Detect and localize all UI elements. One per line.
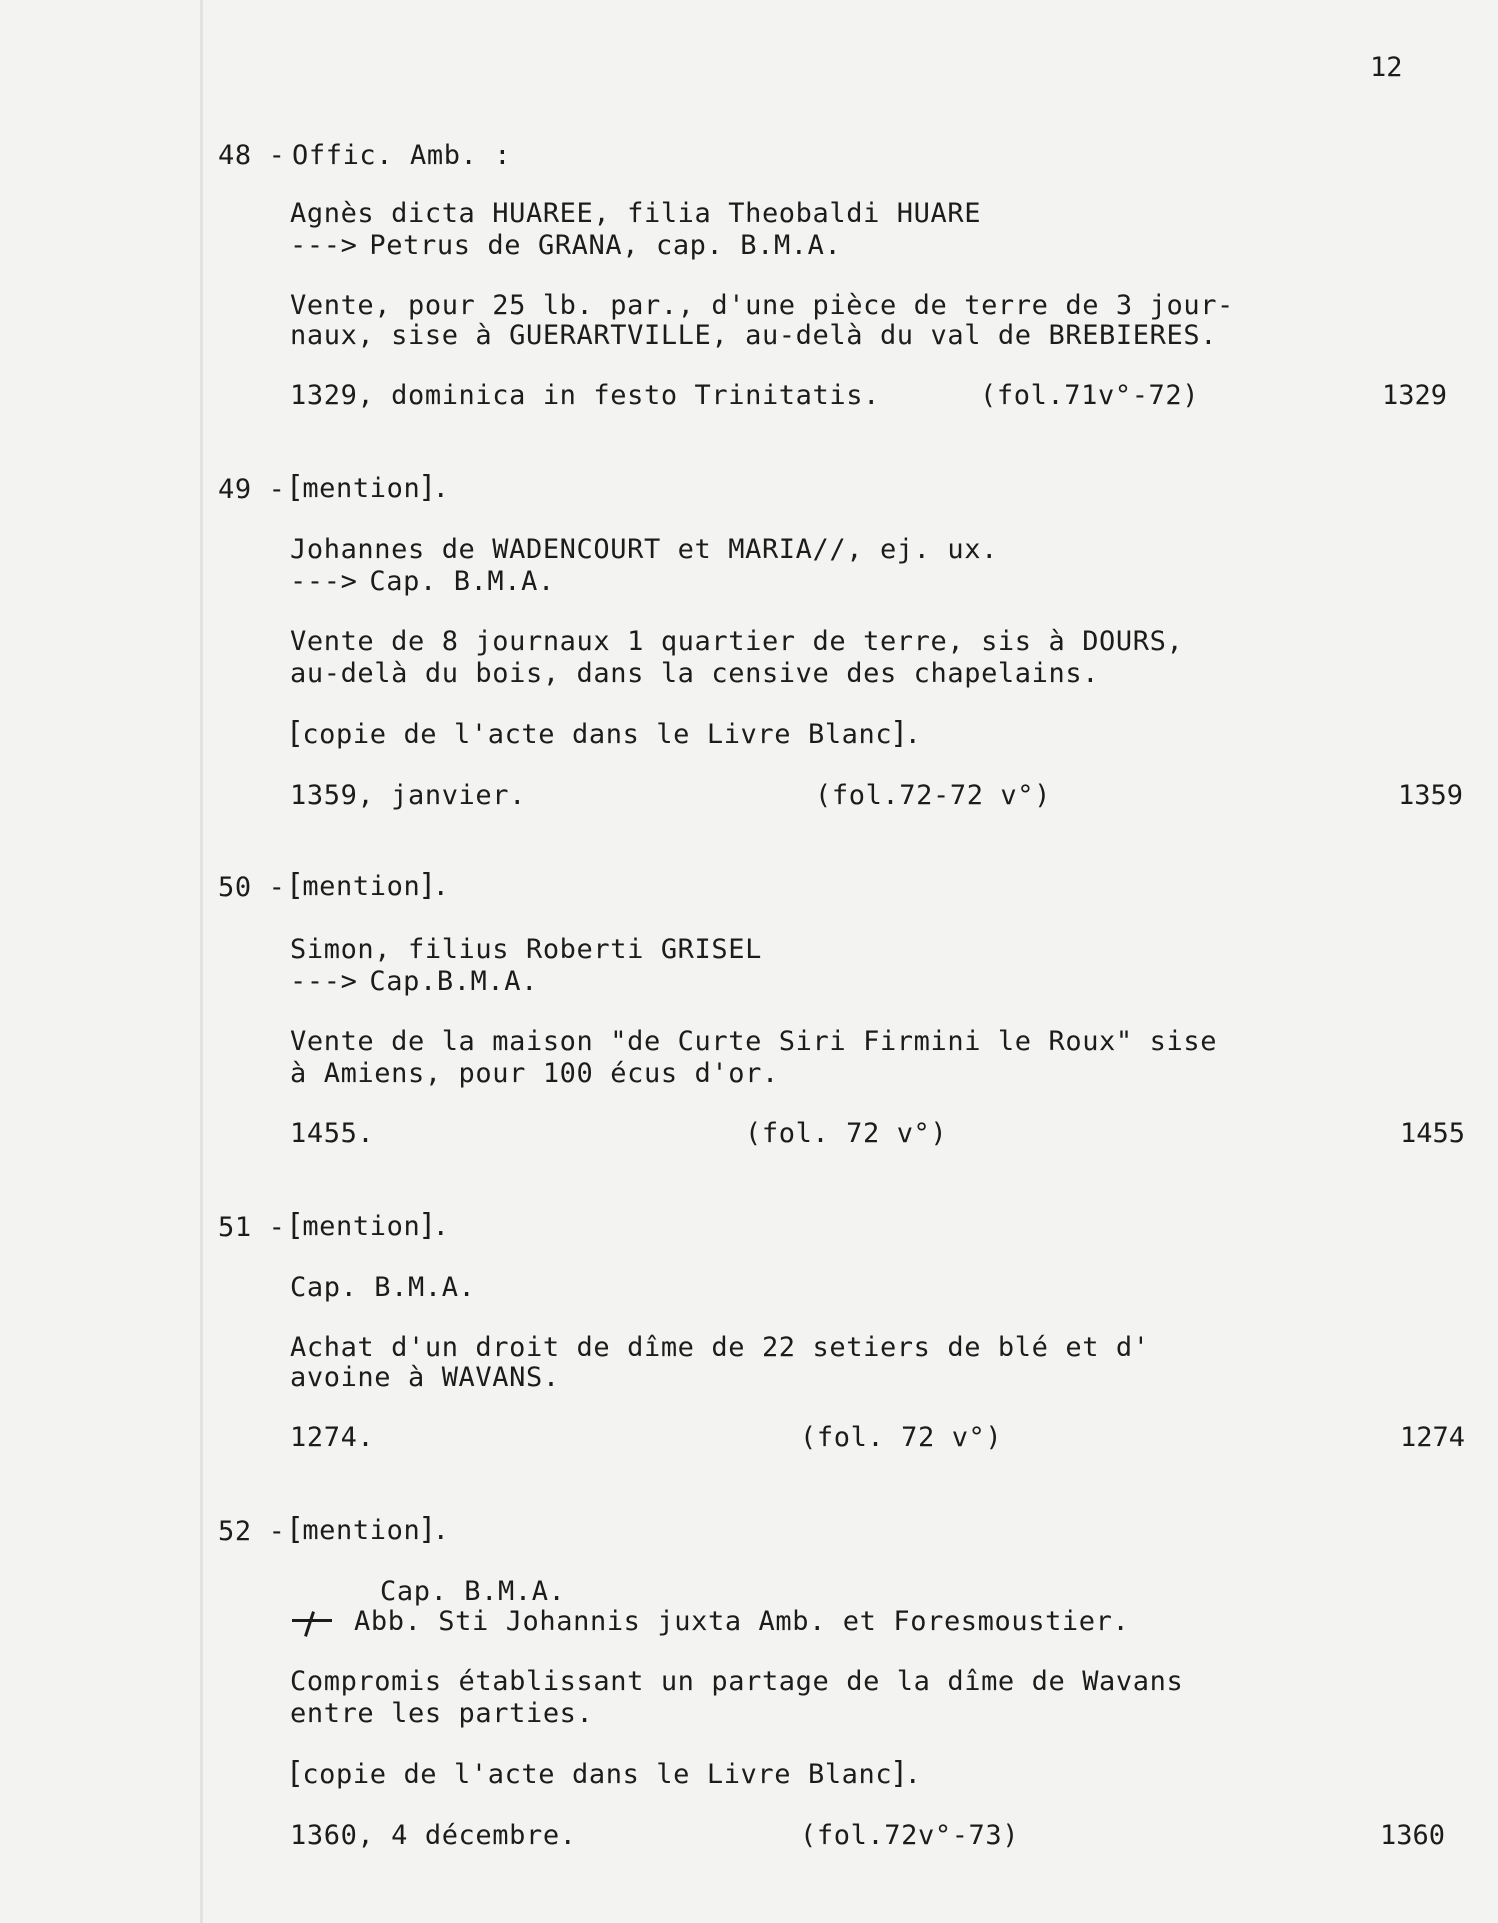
entry-description-line-1: Vente de la maison "de Curte Siri Firmini le Roux" sise (290, 1026, 1218, 1057)
arrow-icon: ---> (290, 966, 358, 997)
entry-recipient: Abb. Sti Johannis juxta Amb. et Foresmoustier. (354, 1606, 1130, 1637)
entry-date: 1274. (290, 1422, 375, 1453)
entry-date: 1455. (290, 1118, 375, 1149)
entry-description-line-2: entre les parties. (290, 1698, 594, 1729)
close-bracket: ] (420, 1512, 433, 1547)
entry-description-line-1: Achat d'un droit de dîme de 22 setiers de blé et d' (290, 1332, 1150, 1363)
entry-description-line-2: naux, sise à GUERARTVILLE, au-delà du val de BREBIERES. (290, 320, 1218, 351)
entry-number: 49 - (218, 474, 286, 505)
entry-parties: Agnès dicta HUAREE, filia Theobaldi HUARE (290, 198, 982, 229)
entry-title-bracketed: [mention]. (290, 1208, 450, 1243)
page-fold-shadow (200, 0, 203, 1923)
entry-year-margin: 1360 (1380, 1820, 1446, 1851)
open-bracket: [ (290, 1208, 303, 1243)
entry-description-line-1: Vente, pour 25 lb. par., d'une pièce de terre de 3 jour- (290, 290, 1234, 321)
entry-number: 52 - (218, 1516, 286, 1547)
entry-recipient-line (290, 966, 538, 997)
entry-recipient: Petrus de GRANA, cap. B.M.A. (369, 230, 842, 261)
entry-folio: (fol. 72 v°) (745, 1118, 948, 1149)
entry-parties: Johannes de WADENCOURT et MARIA//, ej. ux. (290, 534, 998, 565)
entry-date: 1360, 4 décembre. (290, 1820, 577, 1851)
entry-number: 48 - (218, 140, 286, 171)
entry-recipient-line (290, 230, 841, 261)
entry-note-bracketed: [copie de l'acte dans le Livre Blanc]. (290, 716, 922, 751)
entry-folio: (fol. 72 v°) (800, 1422, 1003, 1453)
open-bracket: [ (290, 716, 303, 751)
entry-note: copie de l'acte dans le Livre Blanc (302, 719, 893, 750)
entry-title-bracketed: [mention]. (290, 868, 450, 903)
close-bracket: ] (892, 716, 905, 751)
entry-parties: Cap. B.M.A. (290, 1272, 476, 1303)
open-bracket: [ (290, 470, 303, 505)
entry-date: 1359, janvier. (290, 780, 526, 811)
entry-folio: (fol.71v°-72) (980, 380, 1200, 411)
entry-title: mention (302, 1211, 421, 1242)
entry-title: mention (302, 473, 421, 504)
entry-year-margin: 1359 (1398, 780, 1464, 811)
arrow-icon: ---> (290, 566, 358, 597)
entry-title-bracketed: [mention]. (290, 1512, 450, 1547)
entry-number: 50 - (218, 872, 286, 903)
entry-year-margin: 1455 (1400, 1118, 1466, 1149)
close-bracket: ] (420, 868, 433, 903)
entry-description-line-1: Vente de 8 journaux 1 quartier de terre, sis à DOURS, (290, 626, 1184, 657)
entry-recipient: Cap. B.M.A. (369, 566, 555, 597)
entry-folio: (fol.72v°-73) (800, 1820, 1020, 1851)
entry-note: copie de l'acte dans le Livre Blanc (302, 1759, 893, 1790)
entry-title: mention (302, 871, 421, 902)
close-bracket: ] (420, 470, 433, 505)
entry-title: mention (302, 1515, 421, 1546)
entry-description-line-2: avoine à WAVANS. (290, 1362, 560, 1393)
entry-description-line-2: à Amiens, pour 100 écus d'or. (290, 1058, 779, 1089)
page-number: 12 (1370, 52, 1403, 83)
entry-note-bracketed: [copie de l'acte dans le Livre Blanc]. (290, 1756, 922, 1791)
arrow-icon: ---> (290, 230, 358, 261)
entry-recipient-line (290, 1606, 1129, 1637)
entry-folio: (fol.72-72 v°) (815, 780, 1051, 811)
open-bracket: [ (290, 1756, 303, 1791)
entry-year-margin: 1329 (1382, 380, 1448, 411)
close-bracket: ] (892, 1756, 905, 1791)
entry-parties: Cap. B.M.A. (380, 1576, 566, 1607)
entry-description-line-1: Compromis établissant un partage de la dîme de Wavans (290, 1666, 1184, 1697)
entry-number: 51 - (218, 1212, 286, 1243)
entry-recipient: Cap.B.M.A. (369, 966, 538, 997)
not-equal-icon (290, 1611, 334, 1635)
entry-title: Offic. Amb. : (292, 140, 512, 171)
entry-title-bracketed: [mention]. (290, 470, 450, 505)
entry-description-line-2: au-delà du bois, dans la censive des chapelains. (290, 658, 1100, 689)
open-bracket: [ (290, 1512, 303, 1547)
entry-recipient-line (290, 566, 555, 597)
entry-date: 1329, dominica in festo Trinitatis. (290, 380, 880, 411)
entry-parties: Simon, filius Roberti GRISEL (290, 934, 762, 965)
close-bracket: ] (420, 1208, 433, 1243)
open-bracket: [ (290, 868, 303, 903)
entry-year-margin: 1274 (1400, 1422, 1466, 1453)
